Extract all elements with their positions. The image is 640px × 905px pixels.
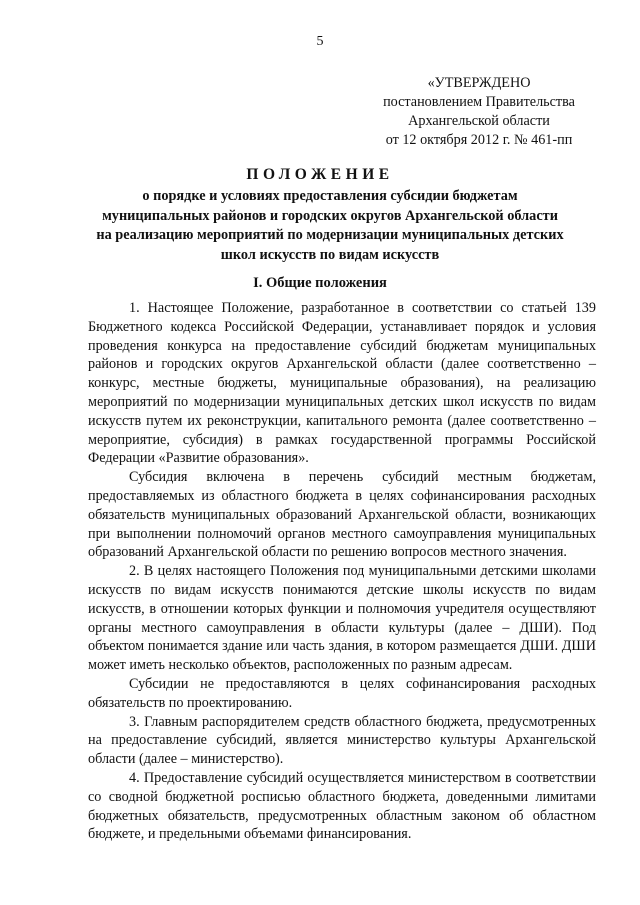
paragraph-2: 2. В целях настоящего Положения под муниципальными детскими школами искусств по видам искусств понимаются детские школы искусств по видам искусств, в отношении которых функции и полномочия учредителя осуществляют органы местного самоуправления в области культуры (далее – ДШИ). Под объектом понимается здание или часть здания, в котором размещается ДШИ. ДШИ может иметь несколько объектов, расположенных по разным адресам.	[88, 563, 596, 674]
paragraph-1: 1. Настоящее Положение, разработанное в соответствии со статьей 139 Бюджетного кодекса Российской Федерации, устанавливает порядок и условия проведения конкурса на предоставление субсидий бюджетам муниципальных районов и городских округов Архангельской области (далее соответственно – конкурс, местные бюджеты, муниципальные образования), на реализацию мероприятий по модернизации муниципальных детских школ искусств по видам искусств путем их реконструкции, капитального ремонта (далее соответственно – мероприятие, субсидия) в рамках государственной программы Российской Федерации «Развитие образования».	[88, 300, 596, 467]
paragraph-subsidy-list: Субсидия включена в перечень субсидий местным бюджетам, предоставляемых из областного бюджета в целях софинансирования расходных обязательств муниципальных образований Архангельской области, возникающих при выполнении полномочий органов местного самоуправления муниципальных образований Архангельской области по решению вопросов местного значения.	[88, 469, 596, 561]
subtitle-line: о порядке и условиях предоставления субсидии бюджетам	[142, 188, 518, 204]
body-text	[88, 299, 596, 844]
subtitle-line: на реализацию мероприятий по модернизации муниципальных детских	[96, 227, 564, 243]
subtitle-line: муниципальных районов и городских округов Архангельской области	[102, 207, 558, 224]
subtitle-line: школ искусств по видам искусств	[220, 246, 440, 263]
document-title: ПОЛОЖЕНИЕ	[246, 166, 394, 183]
paragraph-4: 4. Предоставление субсидий осуществляется министерством в соответствии со сводной бюджетной росписью областного бюджета, доведенными лимитами бюджетных обязательств, предусмотренных областным законом об областном бюджете, и предельными объемами финансирования.	[88, 769, 596, 843]
paragraph-design-exclusion: Субсидии не предоставляются в целях софинансирования расходных обязательств по проектированию.	[88, 675, 596, 711]
approval-line: «УТВЕРЖДЕНО	[427, 75, 531, 91]
page-number: 5	[316, 34, 324, 49]
section-heading: I. Общие положения	[253, 275, 387, 291]
paragraph-3: 3. Главным распорядителем средств областного бюджета, предусмотренных на предоставление субсидий, является министерство культуры Архангельской области (далее – министерство).	[88, 713, 596, 768]
approval-line: постановлением Правительства	[383, 94, 575, 110]
approval-line: Архангельской области	[408, 113, 550, 129]
approval-stamp	[370, 74, 588, 150]
document-subtitle	[60, 187, 600, 265]
approval-line: от 12 октября 2012 г. № 461-пп	[385, 132, 573, 148]
